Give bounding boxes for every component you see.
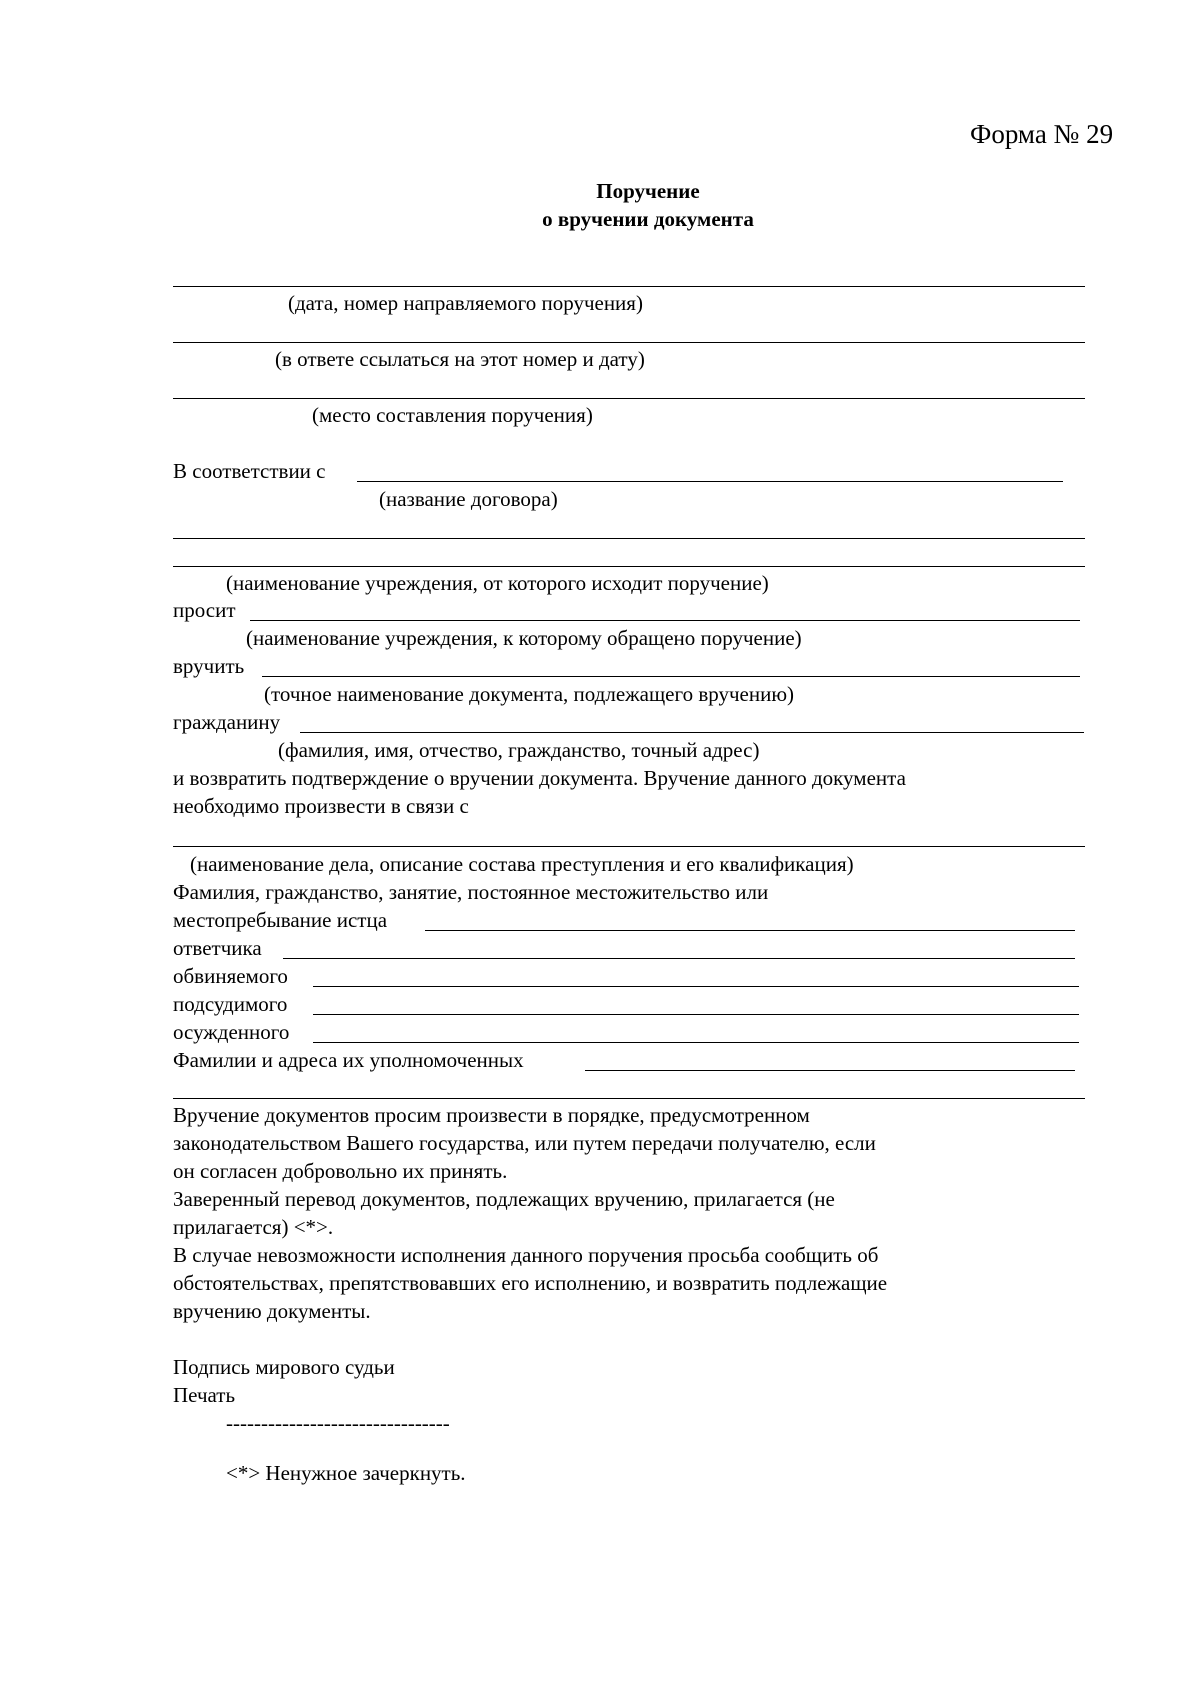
addressed-institution-caption: (наименование учреждения, к которому обращено поручение)	[246, 626, 802, 650]
plaintiff-label-line-2: местопребывание истца	[173, 908, 388, 932]
agreement-caption: (название договора)	[379, 487, 558, 511]
defendant-trial-label: подсудимого	[173, 992, 288, 1016]
in-accordance-label: В соответствии с	[173, 459, 326, 483]
return-confirmation-line-2: необходимо произвести в связи с	[173, 794, 469, 818]
impossibility-line-2: обстоятельствах, препятствовавших его исполнению, и возвратить подлежащие	[173, 1271, 888, 1295]
representatives-line-2[interactable]	[173, 1098, 1085, 1099]
requests-label: просит	[173, 598, 236, 622]
delivery-request-line-2: законодательством Вашего государства, или путем передачи получателю, если	[173, 1131, 876, 1155]
citizen-caption: (фамилия, имя, отчество, гражданство, точный адрес)	[278, 738, 760, 762]
reply-ref-caption: (в ответе ссылаться на этот номер и дату)	[275, 347, 645, 371]
defendant-line[interactable]	[283, 958, 1075, 959]
document-name-caption: (точное наименование документа, подлежащего вручению)	[264, 682, 795, 706]
plaintiff-line[interactable]	[425, 930, 1075, 931]
case-caption: (наименование дела, описание состава преступления и его квалификация)	[190, 852, 854, 876]
institution-line-1[interactable]	[173, 538, 1085, 539]
defendant-label: ответчика	[173, 936, 262, 960]
document-subtitle: о вручении документа	[542, 207, 754, 231]
document-name-line[interactable]	[262, 676, 1080, 677]
seal-label: Печать	[173, 1383, 236, 1407]
impossibility-line-3: вручению документы.	[173, 1299, 371, 1323]
place-line[interactable]	[173, 398, 1085, 399]
place-caption: (место составления поручения)	[312, 403, 593, 427]
reply-ref-line[interactable]	[173, 342, 1085, 343]
translation-line-2: прилагается) <*>.	[173, 1215, 334, 1239]
delivery-request-line-1: Вручение документов просим произвести в порядке, предусмотренном	[173, 1103, 810, 1127]
agreement-line[interactable]	[357, 481, 1063, 482]
accused-label: обвиняемого	[173, 964, 288, 988]
addressed-institution-line[interactable]	[250, 620, 1080, 621]
date-number-line[interactable]	[173, 286, 1085, 287]
delivery-request-line-3: он согласен добровольно их принять.	[173, 1159, 508, 1183]
date-number-caption: (дата, номер направляемого поручения)	[288, 291, 643, 315]
return-confirmation-line-1: и возвратить подтверждение о вручении документа. Вручение данного документа	[173, 766, 906, 790]
citizen-label: гражданину	[173, 710, 281, 734]
translation-line-1: Заверенный перевод документов, подлежащих вручению, прилагается (не	[173, 1187, 835, 1211]
representatives-label: Фамилии и адреса их уполномоченных	[173, 1048, 524, 1072]
footnote-text: <*> Ненужное зачеркнуть.	[226, 1461, 466, 1485]
judge-signature-label: Подпись мирового судьи	[173, 1355, 395, 1379]
convicted-line[interactable]	[313, 1042, 1079, 1043]
impossibility-line-1: В случае невозможности исполнения данного поручения просьба сообщить об	[173, 1243, 879, 1267]
document-title: Поручение	[596, 179, 700, 203]
accused-line[interactable]	[313, 986, 1079, 987]
citizen-line[interactable]	[300, 732, 1084, 733]
form-number: Форма № 29	[970, 119, 1114, 149]
deliver-label: вручить	[173, 654, 245, 678]
plaintiff-label-line-1: Фамилия, гражданство, занятие, постоянное местожительство или	[173, 880, 769, 904]
case-line[interactable]	[173, 846, 1085, 847]
defendant-trial-line[interactable]	[313, 1014, 1079, 1015]
footnote-separator: --------------------------------	[226, 1411, 450, 1435]
issuing-institution-caption: (наименование учреждения, от которого исходит поручение)	[226, 571, 769, 595]
representatives-line[interactable]	[585, 1070, 1075, 1071]
convicted-label: осужденного	[173, 1020, 290, 1044]
institution-line-2[interactable]	[173, 566, 1085, 567]
